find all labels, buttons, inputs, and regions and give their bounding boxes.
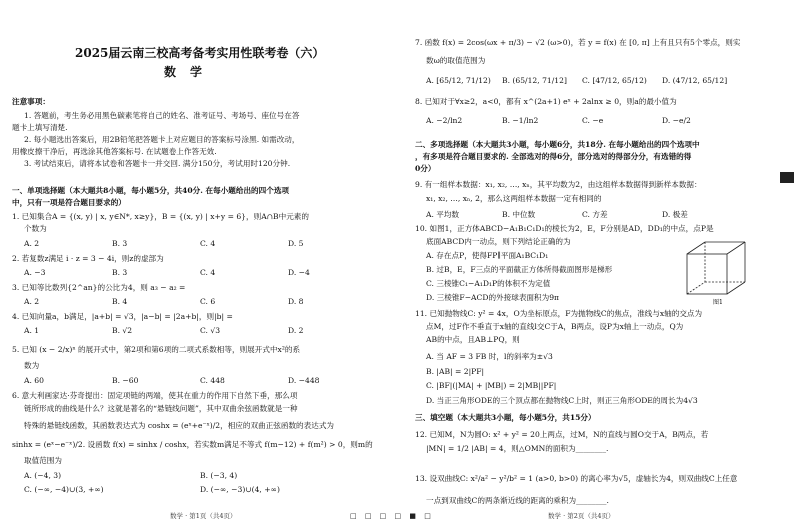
option: A. 当 AF = 3 FB 时，l的斜率为±√3 [426,352,553,361]
exam-page-left [0,0,396,524]
option: D. −e/2 [662,116,691,125]
option: B. −60 [112,376,139,385]
option: B. 中位数 [502,210,536,219]
option: A. −3 [24,268,46,277]
option: D. 当正三角形ODE的三个顶点都在抛物线C上时，则正三角形ODE的周长为4√3 [426,396,698,405]
option: C. 448 [200,376,225,385]
option: C. |BF|(|MA| + |MB|) = 2|MB||PF| [426,381,557,390]
option: C. 4 [200,268,216,277]
option: D. 8 [288,297,304,306]
option: B. 过B，E，F三点的平面截正方体所得截面图形是梯形 [426,265,613,274]
option: A. 60 [24,376,44,385]
question-8: 8. 已知对于∀x≥2，a<0，都有 x^(2a+1) eˣ + 2alnx ≥ 0，则a的最小值为 [415,97,677,106]
notice-line: 3. 考试结束后，请将本试卷和答题卡一并交回. 满分150分，考试用时120分钟. [24,159,291,168]
question-6-cont: 特殊的悬链线函数，其函数表达式为 coshx = (eˣ+e⁻ˣ)/2，相应的双曲正弦函数的表达式为 [24,421,335,430]
option: D. 2 [288,326,304,335]
question-5: 5. 已知 (x − 2/x)ⁿ 的展开式中，第2项和第6项的二项式系数相等，则展开式中x²的系 [12,345,301,354]
question-12-cont: |MN| = 1/2 |AB| = 4，则△OMN的面积为________. [426,444,609,453]
section-multiple-choice: 二、多项选择题（本大题共3小题，每小题6分，共18分. 在每小题给出的四个选项中 [415,140,700,149]
question-13: 13. 设双曲线C: x²/a² − y²/b² = 1 (a>0, b>0) 的离心率为√5，虚轴长为4，则双曲线C上任意 [415,474,738,483]
section-multiple-choice-cont: 0分） [415,164,436,173]
question-5-cont: 数为 [24,361,40,370]
question-2: 2. 若复数z满足 i · z = 3 − 4i，则z的虚部为 [12,254,164,263]
option: C. −e [582,116,604,125]
exam-page-right [398,0,794,524]
option: A. [65/12, 71/12) [426,76,491,85]
figure-caption: 图1 [713,299,723,306]
option: A. 平均数 [426,210,460,219]
notice-line: 1. 答题前，考生务必用黑色碳素笔将自己的姓名、准考证号、考场号、座位号在答 [24,111,300,120]
question-11-cont: 点M，过F作不垂直于x轴的直线l交C于A，B两点，设P为x轴上一动点，Q为 [426,322,684,331]
option: B. √2 [112,326,133,335]
question-13-cont: 一点到双曲线C的两条渐近线的距离的乘积为________. [426,496,609,505]
question-10: 10. 如图1，正方体ABCD−A₁B₁C₁D₁的棱长为2，E，F分别是AD，DD₁的中点，点P是 [415,224,714,233]
option: C. 三棱锥C₁−A₁D₁P的体积不为定值 [426,279,551,288]
exam-title: 2025届云南三校高考备考实用性联考卷（六） [75,46,325,60]
option: C. 4 [200,239,216,248]
option: A. −2/ln2 [426,116,463,125]
cube-figure [683,238,753,306]
question-7-cont: 数ω的取值范围为 [426,56,486,65]
option: B. (65/12, 71/12] [502,76,567,85]
option: C. 方差 [582,210,608,219]
subject-heading: 数学 [164,65,217,79]
page-footer: 数学 · 第1页（共4页） [170,512,237,520]
option: C. (−∞, −4)∪(3, +∞) [24,485,104,494]
question-11: 11. 已知抛物线C: y² = 4x，O为坐标原点，F为抛物线C的焦点，准线与x轴的交点为 [415,309,703,318]
question-1-cont: 个数为 [24,224,47,233]
option: D. −448 [288,376,320,385]
question-6-cont: 取值范围为 [24,456,62,465]
notice-heading: 注意事项： [12,97,50,106]
option: D. 三棱锥F−ACD的外接球表面积为9π [426,293,560,302]
question-6-cont: sinhx = (eˣ−e⁻ˣ)/2. 设函数 f(x) = sinhx / coshx，若实数m满足不等式 f(m−12) + f(m²) > 0，则m的 [12,440,373,449]
question-1: 1. 已知集合A = {(x, y) | x, y∈N*, x≥y}，B = {(x, y) | x+y = 6}，则A∩B中元素的 [12,212,309,221]
option: A. 2 [24,239,40,248]
option: B. |AB| = 2|PF| [426,367,485,376]
option: D. −4 [288,268,310,277]
option: A. 1 [24,326,40,335]
section-single-choice: 一、单项选择题（本大题共8小题，每小题5分，共40分. 在每小题给出的四个选项 [12,186,290,195]
option: B. (−3, 4) [200,471,238,480]
notice-line: 用橡皮擦干净后，再选涂其他答案标号. 在试题卷上作答无效. [12,147,217,156]
question-4: 4. 已知向量a，b满足，|a+b| = √3，|a−b| = |2a+b|，则|b| = [12,312,233,321]
option: D. 5 [288,239,304,248]
section-multiple-choice-cont: ，有多项是符合题目要求的. 全部选对的得6分，部分选对的得部分分，有选错的得 [415,152,692,161]
question-7: 7. 函数 f(x) = 2cos(ωx + π/3) − √2 (ω>0)，若 y = f(x) 在 [0, π] 上有且只有5个零点，则实 [415,38,741,47]
option: A. 2 [24,297,40,306]
notice-line: 2. 每小题选出答案后，用2B铅笔把答题卡上对应题目的答案标号涂黑. 如需改动， [24,135,300,144]
question-11-cont: AB的中点，且AB⊥PQ，则 [426,335,520,344]
notice-line: 题卡上填写清楚. [12,123,68,132]
option: B. −1/ln2 [502,116,539,125]
question-10-cont: 底面ABCD内一动点，则下列结论正确的为 [426,237,571,246]
option: A. (−4, 3) [24,471,62,480]
option: C. [47/12, 65/12) [582,76,647,85]
question-6-cont: 链所形成的曲线是什么？这就是著名的“悬链线问题”，其中双曲余弦函数就是一种 [24,404,298,413]
option: C. 6 [200,297,216,306]
page-indicator: □ □ □ □ ■ □ [350,512,434,520]
question-12: 12. 已知M，N为圆O: x² + y² = 20上两点，过M，N的直线与圆O交于A，B两点，若 [415,430,709,439]
page-footer: 数学 · 第2页（共4页） [548,512,615,520]
question-6: 6. 意大利画家达·芬奇提出：固定项链的两端，使其在重力的作用下自然下垂，那么项 [12,391,298,400]
section-fill-blank: 三、填空题（本大题共3小题，每小题5分，共15分） [415,413,596,422]
option: B. 4 [112,297,128,306]
question-9-cont: x₁, x₂, …, xₙ, 2，那么这两组样本数据一定有相同的 [426,194,602,203]
question-3: 3. 已知等比数列{2^an}的公比为4，则 a₃ − a₂ = [12,283,186,292]
section-single-choice-cont: 中，只有一项是符合题目要求的） [12,198,126,207]
option: D. 极差 [662,210,688,219]
question-9: 9. 有一组样本数据：x₁, x₂, …, xₙ，其平均数为2，由这组样本数据得到新样本数据： [415,180,702,189]
option: A. 存在点P，使得FP∥平面A₁BC₁D₁ [426,251,549,260]
option: D. (47/12, 65/12] [662,76,728,85]
side-tab [780,172,794,183]
option: B. 3 [112,239,128,248]
option: D. (−∞, −3)∪(4, +∞) [200,485,280,494]
option: B. 3 [112,268,128,277]
option: C. √3 [200,326,221,335]
